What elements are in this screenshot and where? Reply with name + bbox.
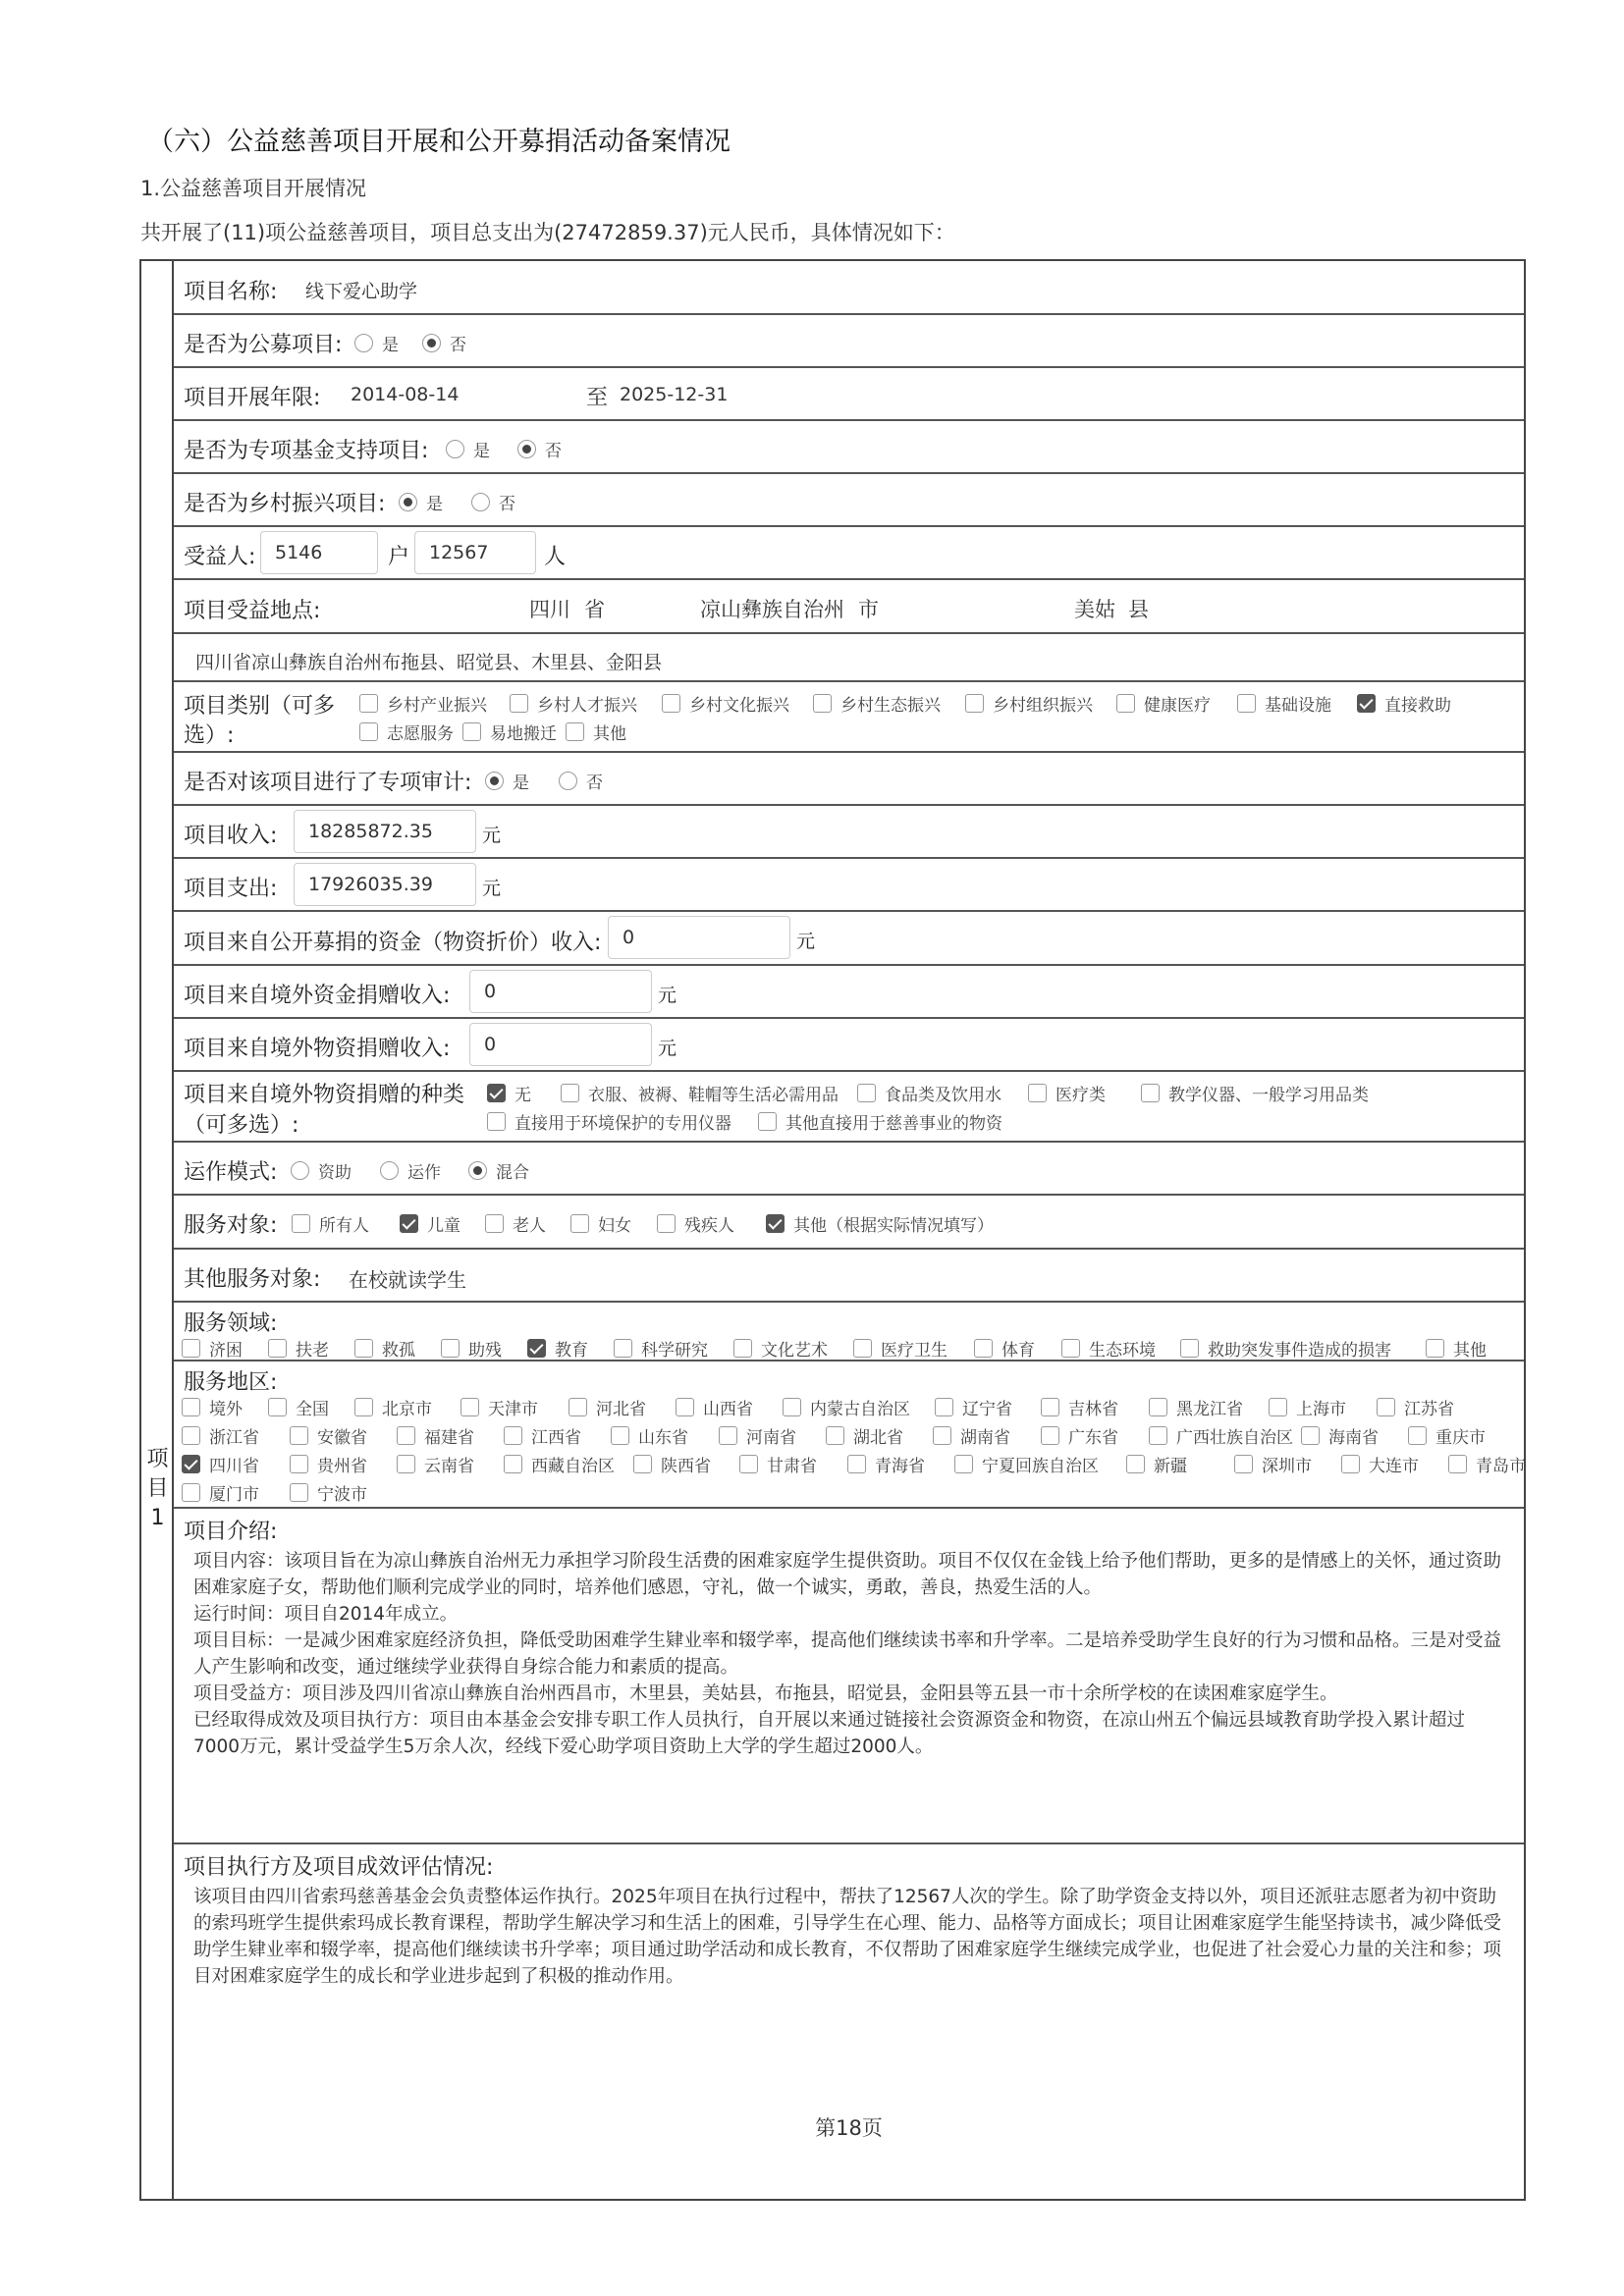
category-option[interactable]: 乡村生态振兴	[813, 691, 941, 716]
row-service-area	[174, 1362, 1524, 1509]
service-area-option[interactable]: 河北省	[568, 1395, 646, 1419]
audit-yes-radio[interactable]: 是	[485, 769, 529, 793]
service-area-option[interactable]: 青岛市	[1448, 1452, 1526, 1476]
special-fund-label: 是否为专项基金支持项目:	[184, 439, 429, 463]
project-table	[139, 259, 1526, 2201]
income-unit: 元	[482, 825, 502, 846]
expense-unit: 元	[482, 878, 502, 899]
row-public-income	[174, 912, 1524, 966]
service-field-option[interactable]: 文化艺术	[733, 1336, 828, 1361]
service-area-option[interactable]: 青海省	[847, 1452, 925, 1476]
service-area-option[interactable]: 内蒙古自治区	[783, 1395, 910, 1419]
intro-paragraph: 运行时间：项目自2014年成立。	[193, 1604, 459, 1625]
row-income	[174, 806, 1524, 859]
foreign-fund-unit: 元	[658, 985, 677, 1006]
period-end[interactable]: 2025-12-31	[620, 384, 729, 405]
people-unit: 人	[544, 545, 567, 569]
project-name-value[interactable]: 线下爱心助学	[305, 281, 418, 302]
income-input[interactable]: 18285872.35	[294, 810, 476, 853]
mode-label: 运作模式:	[184, 1160, 278, 1185]
row-rural	[174, 474, 1524, 527]
summary-text: 共开展了(11)项公益慈善项目，项目总支出为(27472859.37)元人民币，具体情况如下：	[140, 221, 955, 244]
row-beneficiaries	[174, 527, 1524, 580]
service-field-option[interactable]: 助残	[441, 1336, 502, 1361]
service-target-option[interactable]: 妇女	[570, 1211, 631, 1236]
service-area-option[interactable]: 安徽省	[290, 1423, 367, 1448]
row-service-target	[174, 1196, 1524, 1250]
location-county[interactable]: 美姑	[1074, 598, 1115, 621]
location-label: 项目受益地点:	[184, 599, 321, 623]
section-title: （六）公益慈善项目开展和公开募捐活动备案情况	[147, 127, 731, 157]
intro-paragraph: 项目内容：该项目旨在为凉山彝族自治州无力承担学习阶段生活费的困难家庭学生提供资助。项目不仅仅在金钱上给予他们帮助，更多的是情感上的关怀，通过资助困难家庭子女，帮助他们顺利完成学业的同时，培养他们感恩，守礼，做一个诚实，勇敢，善良，热爱生活的人。	[193, 1551, 1502, 1598]
location-city[interactable]: 凉山彝族自治州	[700, 598, 844, 621]
category-option[interactable]: 志愿服务	[359, 720, 454, 744]
row-goods-type	[174, 1072, 1524, 1143]
row-public-fundraising	[174, 315, 1524, 368]
audit-no-radio[interactable]: 否	[559, 769, 603, 793]
service-area-option[interactable]: 新疆	[1126, 1452, 1187, 1476]
period-label: 项目开展年限:	[184, 386, 321, 410]
row-location	[174, 580, 1524, 634]
service-target-option[interactable]: 儿童	[400, 1211, 460, 1236]
foreign-goods-input[interactable]: 0	[469, 1023, 652, 1066]
service-area-option[interactable]: 宁夏回族自治区	[954, 1452, 1099, 1476]
expense-label: 项目支出:	[184, 877, 278, 901]
service-field-option[interactable]: 济困	[182, 1336, 243, 1361]
row-intro	[174, 1509, 1524, 1844]
row-audit	[174, 753, 1524, 806]
location-detail[interactable]: 四川省凉山彝族自治州布拖县、昭觉县、木里县、金阳县	[195, 652, 663, 673]
other-target-value[interactable]: 在校就读学生	[349, 1268, 466, 1292]
rural-no-radio[interactable]: 否	[471, 490, 515, 514]
mode-mixed-radio[interactable]: 混合	[468, 1158, 529, 1183]
row-foreign-fund	[174, 966, 1524, 1019]
category-option[interactable]: 直接救助	[1357, 691, 1451, 716]
category-option[interactable]: 其他	[566, 720, 626, 744]
households-input[interactable]: 5146	[260, 531, 378, 574]
service-area-option[interactable]: 浙江省	[182, 1423, 259, 1448]
service-area-option[interactable]: 福建省	[397, 1423, 474, 1448]
category-option[interactable]: 基础设施	[1237, 691, 1331, 716]
service-area-option[interactable]: 辽宁省	[935, 1395, 1012, 1419]
service-area-option[interactable]: 北京市	[354, 1395, 432, 1419]
row-expense	[174, 859, 1524, 912]
project-name-label: 项目名称:	[184, 280, 278, 304]
service-area-option[interactable]: 上海市	[1269, 1395, 1346, 1419]
service-field-option[interactable]: 其他	[1426, 1336, 1487, 1361]
special-fund-no-radio[interactable]: 否	[517, 437, 562, 461]
row-other-target	[174, 1250, 1524, 1303]
service-area-option[interactable]: 西藏自治区	[504, 1452, 615, 1476]
row-period	[174, 368, 1524, 421]
service-field-label: 服务领域:	[184, 1311, 278, 1336]
row-category	[174, 682, 1524, 753]
income-label: 项目收入:	[184, 824, 278, 848]
service-field-option[interactable]: 生态环境	[1061, 1336, 1156, 1361]
goods-type-option[interactable]: 直接用于环境保护的专用仪器	[487, 1109, 731, 1134]
goods-type-option[interactable]: 医疗类	[1028, 1081, 1106, 1105]
service-target-option[interactable]: 其他（根据实际情况填写）	[766, 1211, 994, 1236]
category-option[interactable]: 乡村人才振兴	[510, 691, 637, 716]
expense-input[interactable]: 17926035.39	[294, 863, 476, 906]
service-area-option[interactable]: 云南省	[397, 1452, 474, 1476]
row-special-fund	[174, 421, 1524, 474]
service-field-option[interactable]: 医疗卫生	[853, 1336, 947, 1361]
other-target-label: 其他服务对象:	[184, 1267, 321, 1292]
service-field-option[interactable]: 教育	[527, 1336, 588, 1361]
service-field-option[interactable]: 扶老	[268, 1336, 329, 1361]
public-income-input[interactable]: 0	[608, 916, 790, 959]
service-area-option[interactable]: 湖南省	[933, 1423, 1010, 1448]
category-option[interactable]: 易地搬迁	[462, 720, 557, 744]
side-label: 项 目 1	[146, 1447, 169, 1530]
service-target-option[interactable]: 老人	[485, 1211, 546, 1236]
goods-type-label-line2: （可多选）:	[184, 1113, 299, 1138]
row-service-field	[174, 1303, 1524, 1362]
row-evaluation	[174, 1844, 1524, 2200]
service-target-label: 服务对象:	[184, 1213, 278, 1238]
intro-label: 项目介绍:	[184, 1520, 278, 1544]
goods-type-option[interactable]: 无	[487, 1081, 531, 1105]
sub-title: 1.公益慈善项目开展情况	[140, 177, 367, 200]
special-fund-yes-radio[interactable]: 是	[446, 437, 490, 461]
side-column	[141, 261, 174, 2199]
service-area-option[interactable]: 四川省	[182, 1452, 259, 1476]
intro-text[interactable]	[193, 1548, 1504, 1760]
location-city-unit: 市	[858, 598, 879, 621]
page-number: 第18页	[815, 2116, 883, 2140]
public-fundraising-label: 是否为公募项目:	[184, 333, 343, 357]
foreign-fund-input[interactable]: 0	[469, 970, 652, 1013]
goods-type-option[interactable]: 其他直接用于慈善事业的物资	[758, 1109, 1002, 1134]
service-area-option[interactable]: 甘肃省	[739, 1452, 817, 1476]
service-area-option[interactable]: 深圳市	[1234, 1452, 1312, 1476]
public-yes-radio[interactable]: 是	[354, 331, 399, 355]
mode-fund-radio[interactable]: 资助	[291, 1158, 352, 1183]
service-area-option[interactable]: 宁波市	[290, 1480, 367, 1505]
intro-paragraph: 项目目标：一是减少困难家庭经济负担，降低受助困难学生肄业率和辍学率，提高他们继续读书率和升学率。二是培养受助学生良好的行为习惯和品格。三是对受益人产生影响和改变，通过继续学业获得自身综合能力和素质的提高。	[193, 1630, 1502, 1678]
row-project-name	[174, 261, 1524, 315]
category-option[interactable]: 健康医疗	[1116, 691, 1211, 716]
service-area-option[interactable]: 全国	[268, 1395, 329, 1419]
evaluation-text[interactable]: 该项目由四川省索玛慈善基金会负责整体运作执行。2025年项目在执行过程中，帮扶了12567人次的学生。除了助学资金支持以外，项目还派驻志愿者为初中资助的索玛班学生提供索玛成长教育课程，帮助学生解决学习和生活上的困难，引导学生在心理、能力、品格等方面成长；项目让困难家庭学生能坚持读书，减少降低受助学生肄业率和辍学率，提高他们继续读书升学率；项目通过助学活动和成长教育，不仅帮助了困难家庭学生继续完成学业，也促进了社会爱心力量的关注和参；项目对困难家庭学生的成长和学业进步起到了积极的推动作用。	[193, 1887, 1502, 1987]
rural-yes-radio[interactable]: 是	[399, 490, 443, 514]
evaluation-label: 项目执行方及项目成效评估情况:	[184, 1855, 494, 1880]
category-option[interactable]: 乡村产业振兴	[359, 691, 487, 716]
category-option[interactable]: 乡村文化振兴	[662, 691, 789, 716]
goods-type-label-line1: 项目来自境外物资捐赠的种类	[184, 1083, 465, 1107]
service-area-option[interactable]: 贵州省	[290, 1452, 367, 1476]
foreign-fund-label: 项目来自境外资金捐赠收入:	[184, 984, 451, 1008]
row-mode	[174, 1143, 1524, 1196]
foreign-goods-label: 项目来自境外物资捐赠收入:	[184, 1037, 451, 1061]
public-income-label: 项目来自公开募捐的资金（物资折价）收入:	[184, 931, 602, 955]
service-area-option[interactable]: 大连市	[1341, 1452, 1419, 1476]
service-area-option[interactable]: 吉林省	[1041, 1395, 1118, 1419]
service-area-option[interactable]: 黑龙江省	[1149, 1395, 1243, 1419]
service-area-option[interactable]: 天津市	[460, 1395, 538, 1419]
location-province[interactable]: 四川	[529, 598, 570, 621]
households-unit: 户	[388, 545, 410, 569]
category-option[interactable]: 乡村组织振兴	[965, 691, 1093, 716]
intro-paragraph: 已经取得成效及项目执行方：项目由本基金会安排专职工作人员执行，自开展以来通过链接社会资源资金和物资，在凉山州五个偏远县域教育助学投入累计超过7000万元，累计受益学生5万余人次，经线下爱心助学项目资助上大学的学生超过2000人。	[193, 1710, 1466, 1757]
service-area-option[interactable]: 海南省	[1301, 1423, 1379, 1448]
category-label-line1: 项目类别（可多	[184, 694, 336, 719]
goods-type-option[interactable]: 食品类及饮用水	[857, 1081, 1001, 1105]
audit-label: 是否对该项目进行了专项审计:	[184, 771, 472, 795]
service-area-label: 服务地区:	[184, 1370, 278, 1395]
foreign-goods-unit: 元	[658, 1038, 677, 1059]
goods-type-option[interactable]: 衣服、被褥、鞋帽等生活必需用品	[561, 1081, 839, 1105]
service-area-option[interactable]: 山西省	[676, 1395, 753, 1419]
intro-paragraph: 项目受益方：项目涉及四川省凉山彝族自治州西昌市，木里县，美姑县，布拖县，昭觉县，金阳县等五县一市十余所学校的在读困难家庭学生。	[193, 1683, 1338, 1704]
service-field-option[interactable]: 救助突发事件造成的损害	[1180, 1336, 1391, 1361]
rural-label: 是否为乡村振兴项目:	[184, 492, 386, 516]
service-area-option[interactable]: 陕西省	[633, 1452, 711, 1476]
period-to: 至	[586, 386, 609, 410]
service-area-option[interactable]: 江西省	[504, 1423, 581, 1448]
beneficiaries-label: 受益人:	[184, 545, 256, 569]
row-foreign-goods	[174, 1019, 1524, 1072]
table-main	[174, 261, 1524, 2199]
people-input[interactable]: 12567	[414, 531, 536, 574]
service-field-option[interactable]: 体育	[974, 1336, 1035, 1361]
service-area-option[interactable]: 江苏省	[1377, 1395, 1454, 1419]
row-location-detail	[174, 634, 1524, 682]
service-area-option[interactable]: 湖北省	[826, 1423, 903, 1448]
service-target-option[interactable]: 所有人	[292, 1211, 369, 1236]
category-label-line2: 选）:	[184, 723, 235, 748]
public-income-unit: 元	[796, 931, 816, 952]
location-county-unit: 县	[1128, 598, 1149, 621]
service-area-option[interactable]: 重庆市	[1408, 1423, 1486, 1448]
public-no-radio[interactable]: 否	[422, 331, 466, 355]
service-area-option[interactable]: 山东省	[611, 1423, 688, 1448]
mode-operate-radio[interactable]: 运作	[380, 1158, 441, 1183]
service-area-option[interactable]: 广东省	[1041, 1423, 1118, 1448]
location-province-unit: 省	[584, 598, 605, 621]
period-start[interactable]: 2014-08-14	[351, 384, 460, 405]
service-area-option[interactable]: 广西壮族自治区	[1149, 1423, 1293, 1448]
service-area-option[interactable]: 境外	[182, 1395, 243, 1419]
service-field-option[interactable]: 救孤	[354, 1336, 415, 1361]
goods-type-option[interactable]: 教学仪器、一般学习用品类	[1141, 1081, 1369, 1105]
service-area-option[interactable]: 河南省	[719, 1423, 796, 1448]
service-field-option[interactable]: 科学研究	[614, 1336, 708, 1361]
service-target-option[interactable]: 残疾人	[657, 1211, 734, 1236]
service-area-option[interactable]: 厦门市	[182, 1480, 259, 1505]
